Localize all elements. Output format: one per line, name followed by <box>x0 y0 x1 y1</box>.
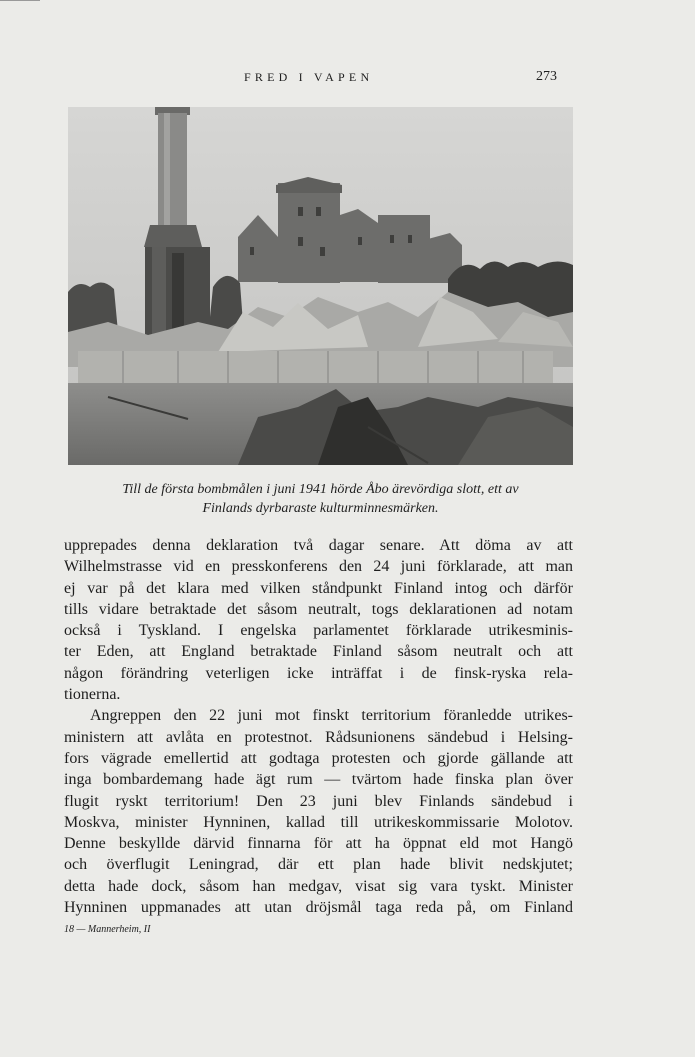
printer-signature: 18 — Mannerheim, II <box>64 924 151 935</box>
text-line: Denne beskyllde därvid finnarna för att ha öppnat eld mot Hangö <box>64 835 573 853</box>
top-rule <box>0 0 40 1</box>
text-line: tills vidare betraktade det såsom neutralt, togs deklarationen ad notam <box>64 600 573 618</box>
text-line: fors vägrade emellertid att godtaga protesten och gjorde gällande att <box>64 749 573 767</box>
text-line: ministern att avlåta en protestnot. Rådsunionens sändebud i Helsing- <box>64 728 573 746</box>
text-line: Angreppen den 22 juni mot finskt territorium föranledde utrikes- <box>90 707 573 725</box>
text-line: Wilhelmstrasse vid en presskonferens den 24 juni förklarade, att man <box>64 558 573 576</box>
text-line: ej var på det klara med vilken ståndpunkt Finland intog och därför <box>64 579 573 597</box>
text-line: Moskva, minister Hynninen, kallad till utrikeskommissarie Molotov. <box>64 813 573 831</box>
text-line: och överflugit Leningrad, där ett plan hade blivit nedskjutet; <box>64 856 573 874</box>
text-line: upprepades denna deklaration två dagar senare. Att döma av att <box>64 537 573 554</box>
caption-line: Finlands dyrbaraste kulturminnesmärken. <box>202 501 439 516</box>
text-line: flugit ryskt territorium! Den 23 juni blev Finlands sändebud i <box>64 792 573 810</box>
text-line: detta hade dock, såsom han medgav, visat sig vara tyskt. Minister <box>64 877 573 895</box>
text-line: någon förändring veterligen icke inträffat i de finsk-ryska rela- <box>64 664 573 682</box>
text-line: Hynninen uppmanades att utan dröjsmål taga reda på, om Finland <box>64 899 573 917</box>
running-head <box>0 70 695 86</box>
text-line: ter Eden, att England betraktade Finland såsom neutralt och att <box>64 643 573 661</box>
running-head-title: FRED I VAPEN <box>244 70 374 84</box>
text-line: också i Tyskland. I engelska parlamentet förklarade utrikesminis- <box>64 622 573 640</box>
text-line: inga bombardemang hade ägt rum — tvärtom hade finska plan över <box>64 771 573 789</box>
body-text <box>64 535 573 918</box>
text-line: tionerna. <box>64 686 121 704</box>
caption-line: Till de första bombmålen i juni 1941 hörde Åbo ärevördiga slott, ett av <box>122 482 519 497</box>
page-number: 273 <box>536 69 557 84</box>
castle-ruins-photo <box>68 107 573 465</box>
photo-caption <box>68 480 573 518</box>
